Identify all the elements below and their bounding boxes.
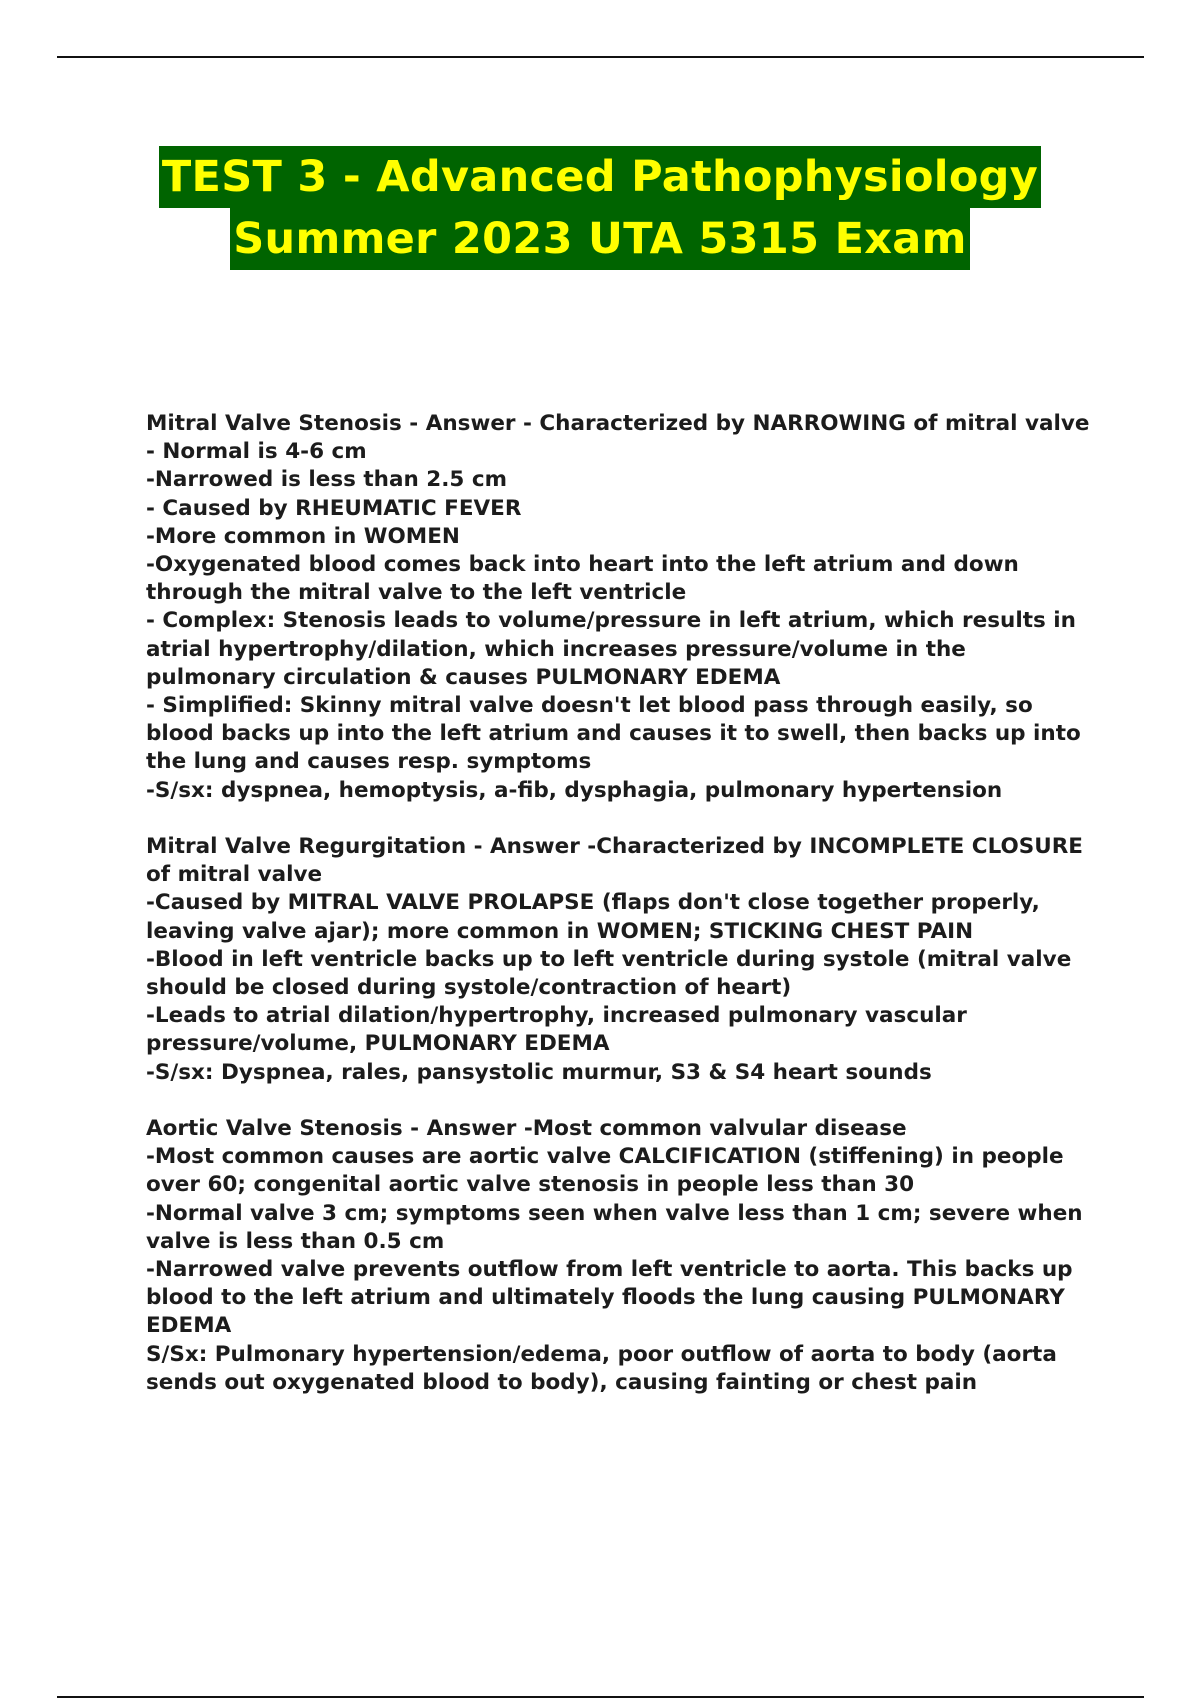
bottom-divider	[57, 1696, 1144, 1698]
document-body	[146, 410, 1096, 1425]
entry-line: -Narrowed valve prevents outflow from left ventricle to aorta. This backs up blood to the left atrium and ultimately floods the lung causing PULMONARY EDEMA	[146, 1257, 1073, 1339]
top-divider	[57, 56, 1144, 58]
entry-line: -Caused by MITRAL VALVE PROLAPSE (flaps don't close together properly, leaving valve ajar); more common in WOMEN; STICKING CHEST PAIN	[146, 890, 1040, 944]
document-title	[0, 146, 1200, 270]
entry-line: - Simplified: Skinny mitral valve doesn't let blood pass through easily, so blood backs up into the left atrium and causes it to swell, then backs up into the lung and causes resp. symptoms	[146, 693, 1081, 775]
entry-line: - Normal is 4-6 cm	[146, 439, 367, 465]
entry-line: Mitral Valve Stenosis - Answer - Characterized by NARROWING of mitral valve	[146, 411, 1090, 436]
entry-line: Aortic Valve Stenosis - Answer -Most common valvular disease	[146, 1116, 907, 1142]
title-line-2: Summer 2023 UTA 5315 Exam	[230, 208, 969, 270]
entry-line: -More common in WOMEN	[146, 523, 460, 549]
entry-line: -S/sx: dyspnea, hemoptysis, a-fib, dysphagia, pulmonary hypertension	[146, 777, 1003, 803]
entry-aortic-valve-stenosis	[146, 1115, 1096, 1397]
entry-line: Mitral Valve Regurgitation - Answer -Characterized by INCOMPLETE CLOSURE of mitral valve	[146, 834, 1083, 888]
entry-line: -Most common causes are aortic valve CALCIFICATION (stiffening) in people over 60; congenital aortic valve stenosis in people less than 30	[146, 1144, 1064, 1198]
entry-line: S/Sx: Pulmonary hypertension/edema, poor outflow of aorta to body (aorta sends out oxygenated blood to body), causing fainting or chest pain	[146, 1341, 1057, 1395]
entry-line: -Normal valve 3 cm; symptoms seen when valve less than 1 cm; severe when valve is less than 0.5 cm	[146, 1200, 1083, 1254]
entry-mitral-valve-stenosis	[146, 410, 1096, 805]
entry-line: -Leads to atrial dilation/hypertrophy, increased pulmonary vascular pressure/volume, PULMONARY EDEMA	[146, 1003, 967, 1057]
entry-mitral-valve-regurgitation	[146, 833, 1096, 1087]
entry-line: -Oxygenated blood comes back into heart into the left atrium and down through the mitral valve to the left ventricle	[146, 552, 1019, 606]
entry-line: - Caused by RHEUMATIC FEVER	[146, 495, 522, 521]
title-line-1: TEST 3 - Advanced Pathophysiology	[159, 146, 1041, 208]
entry-line: - Complex: Stenosis leads to volume/pressure in left atrium, which results in atrial hypertrophy/dilation, which increases pressure/volume in the pulmonary circulation & causes PULMONARY EDEMA	[146, 608, 1076, 690]
entry-line: -Blood in left ventricle backs up to left ventricle during systole (mitral valve should be closed during systole/contraction of heart)	[146, 946, 1072, 1001]
entry-line: -Narrowed is less than 2.5 cm	[146, 467, 508, 493]
entry-line: -S/sx: Dyspnea, rales, pansystolic murmur, S3 & S4 heart sounds	[146, 1059, 932, 1085]
